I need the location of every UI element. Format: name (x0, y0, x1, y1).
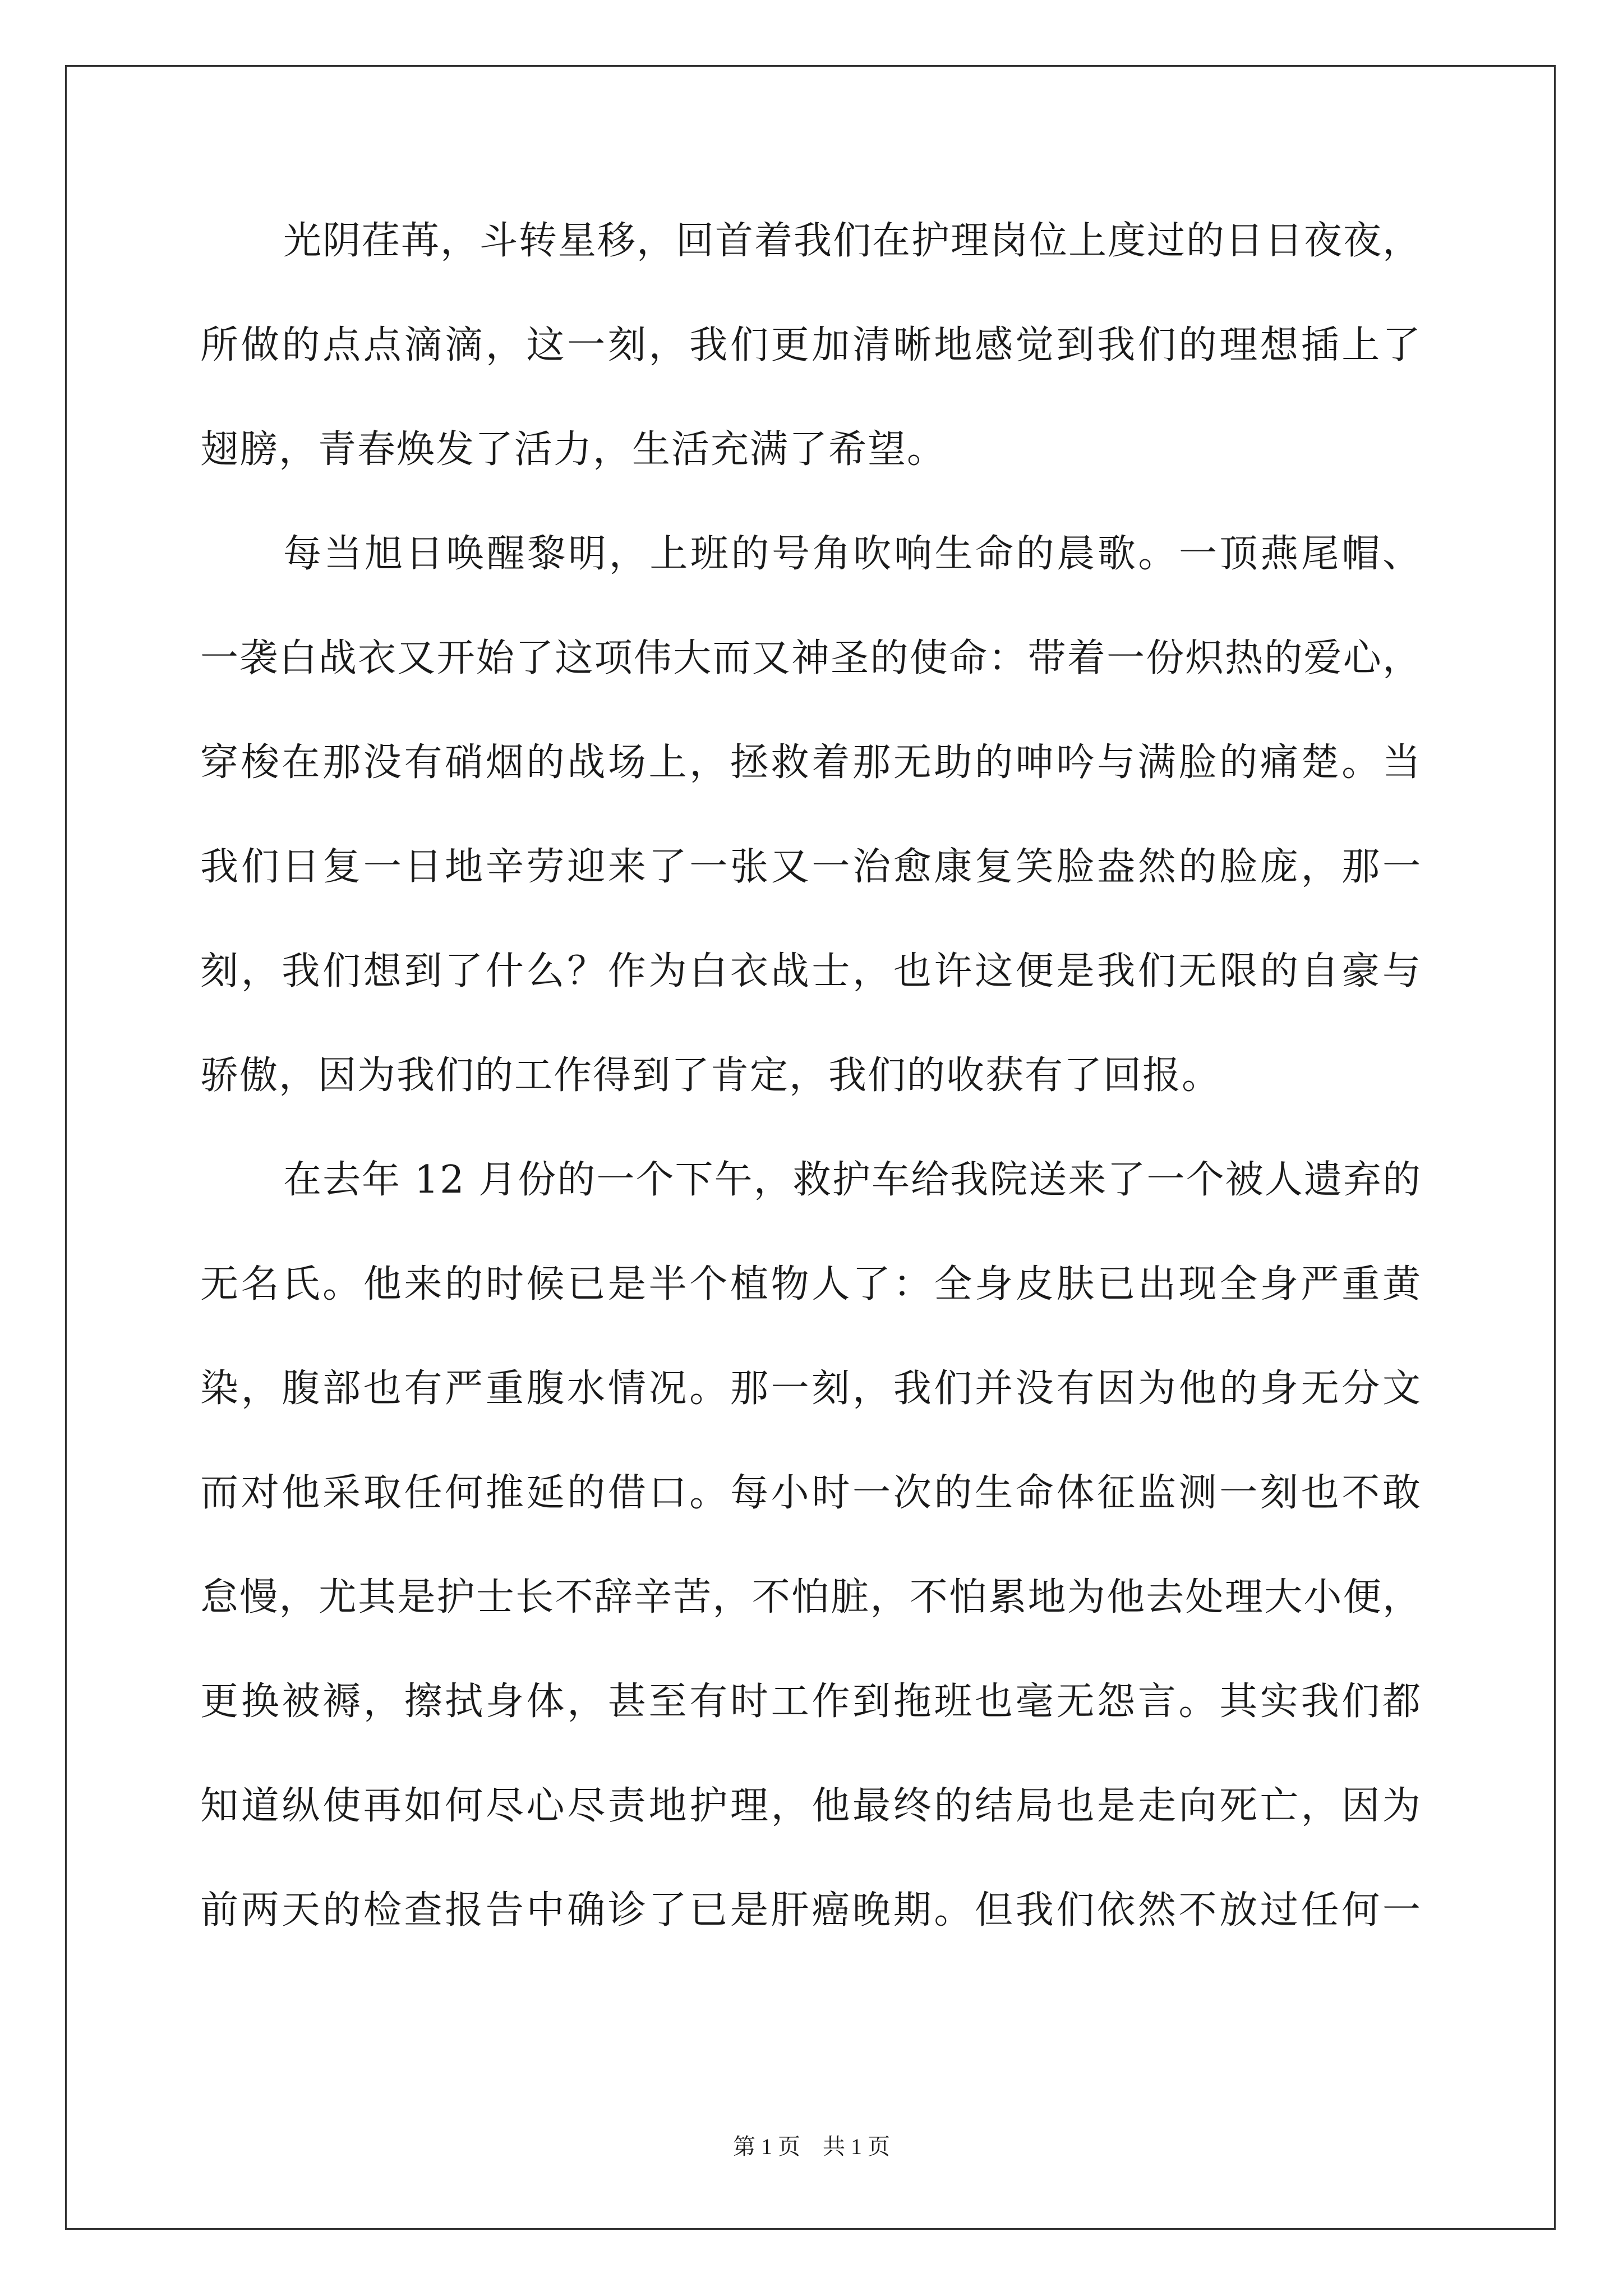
paragraph-3-line-6: 更换被褥，擦拭身体，甚至有时工作到拖班也毫无怨言。其实我们都 (200, 1680, 1422, 1724)
paragraph-3-line-4: 而对他采取任何推延的借口。每小时一次的生命体征监测一刻也不敢 (200, 1471, 1422, 1515)
paragraph-3-line-3: 染，腹部也有严重腹水情况。那一刻，我们并没有因为他的身无分文 (200, 1366, 1422, 1411)
paragraph-1-line-1: 光阴荏苒，斗转星移，回首着我们在护理岗位上度过的日日夜夜， (283, 219, 1422, 263)
page-number-footer: 第 1 页 共 1 页 (733, 2134, 890, 2159)
paragraph-1-line-2: 所做的点点滴滴，这一刻，我们更加清晰地感觉到我们的理想插上了 (200, 323, 1422, 367)
paragraph-3-line-5: 怠慢，尤其是护士长不辞辛苦，不怕脏，不怕累地为他去处理大小便， (200, 1575, 1422, 1619)
paragraph-3-line-7: 知道纵使再如何尽心尽责地护理，他最终的结局也是走向死亡，因为 (200, 1784, 1422, 1828)
paragraph-2-line-2: 一袭白战衣又开始了这项伟大而又神圣的使命：带着一份炽热的爱心， (200, 636, 1422, 680)
paragraph-2-line-6: 骄傲，因为我们的工作得到了肯定，我们的收获有了回报。 (200, 1053, 1221, 1098)
paragraph-3-line-1: 在去年 12 月份的一个下午，救护车给我院送来了一个被人遗弃的 (283, 1158, 1422, 1202)
paragraph-2-line-4: 我们日复一日地辛劳迎来了一张又一治愈康复笑脸盎然的脸庞，那一 (200, 845, 1422, 889)
paragraph-1-line-3: 翅膀，青春焕发了活力，生活充满了希望。 (200, 427, 947, 472)
paragraph-2-line-1: 每当旭日唤醒黎明，上班的号角吹响生命的晨歌。一顶燕尾帽、 (283, 532, 1422, 576)
paragraph-3-line-8: 前两天的检查报告中确诊了已是肝癌晚期。但我们依然不放过任何一 (200, 1888, 1422, 1932)
paragraph-2-line-5: 刻，我们想到了什么？作为白衣战士，也许这便是我们无限的自豪与 (200, 949, 1422, 993)
paragraph-3-line-2: 无名氏。他来的时候已是半个植物人了：全身皮肤已出现全身严重黄 (200, 1262, 1422, 1306)
paragraph-2-line-3: 穿梭在那没有硝烟的战场上，拯救着那无助的呻吟与满脸的痛楚。当 (200, 740, 1422, 785)
